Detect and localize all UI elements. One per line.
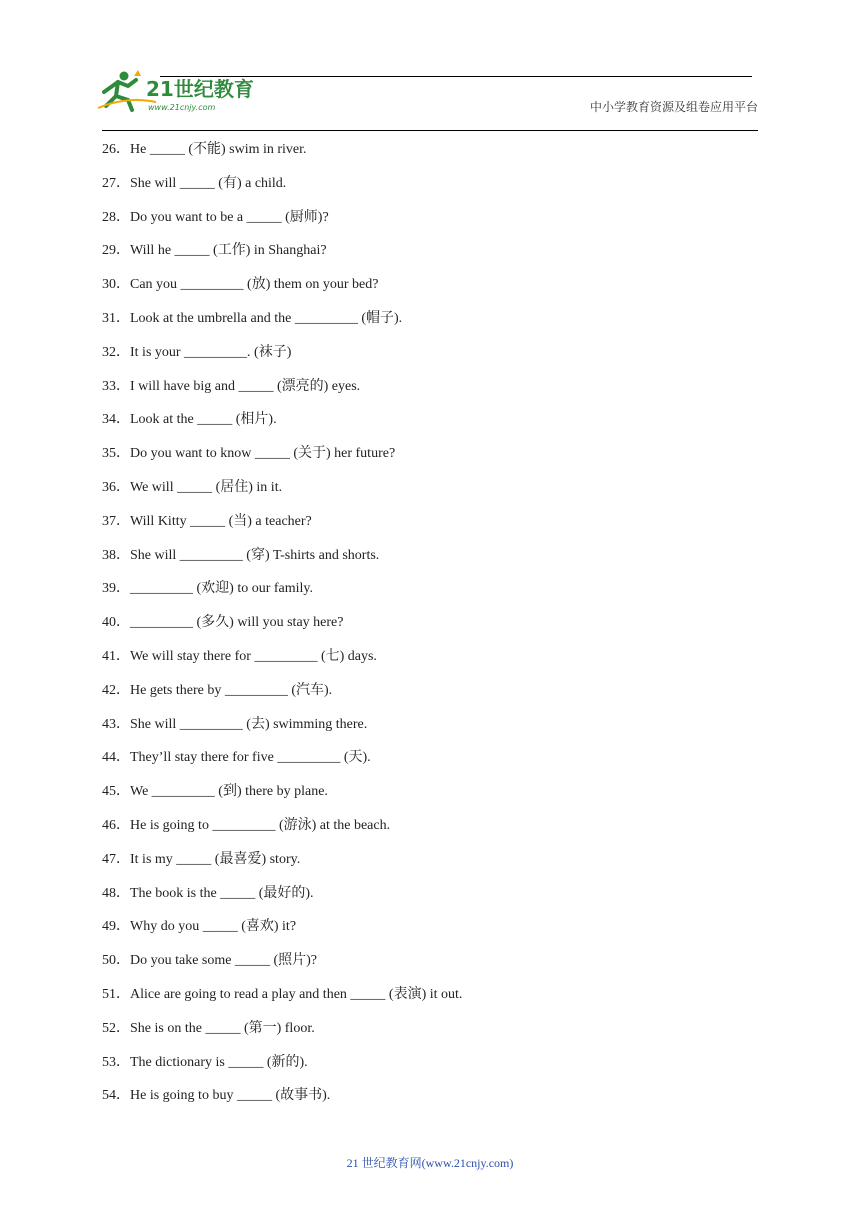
question-item: 39．_________ (欢迎) to our family. — [102, 581, 314, 597]
question-item: 28．Do you want to be a _____ (厨师)? — [102, 209, 329, 225]
header-slogan: 中小学教育资源及组卷应用平台 — [589, 100, 758, 114]
question-item: 34．Look at the _____ (相片). — [102, 412, 277, 428]
question-item: 31．Look at the umbrella and the _________ (帽子). — [102, 310, 403, 326]
logo-21cnjy — [96, 66, 266, 116]
question-item: 33．I will have big and _____ (漂亮的) eyes. — [102, 378, 361, 394]
question-item: 35．Do you want to know _____ (关于) her future? — [102, 446, 396, 462]
logo-text: 21世纪教育 — [146, 77, 254, 101]
page-footer: 21 世纪教育网(www.21cnjy.com) — [346, 1156, 514, 1170]
question-item: 49．Why do you _____ (喜欢) it? — [102, 919, 297, 935]
logo-url: www.21cnjy.com — [148, 103, 216, 112]
question-item: 48．The book is the _____ (最好的). — [102, 885, 314, 901]
question-item: 40．_________ (多久) will you stay here? — [102, 615, 344, 631]
question-item: 45．We _________ (到) there by plane. — [102, 784, 328, 800]
page-header — [0, 0, 860, 140]
question-item: 47．It is my _____ (最喜爱) story. — [102, 851, 301, 867]
question-item: 46．He is going to _________ (游泳) at the beach. — [102, 817, 391, 833]
question-item: 32．It is your _________. (袜子) — [102, 344, 292, 360]
question-item: 36．We will _____ (居住) in it. — [102, 479, 283, 495]
header-rule-bottom — [102, 130, 758, 131]
question-item: 44．They’ll stay there for five _________ (天). — [102, 750, 371, 766]
question-item: 51．Alice are going to read a play and then _____ (表演) it out. — [102, 986, 463, 1002]
question-item: 42．He gets there by _________ (汽车). — [102, 682, 333, 698]
question-item: 43．She will _________ (去) swimming there. — [102, 716, 368, 732]
question-item: 38．She will _________ (穿) T-shirts and shorts. — [102, 547, 380, 563]
question-item: 26．He _____ (不能) swim in river. — [102, 142, 307, 157]
question-item: 41．We will stay there for _________ (七) days. — [102, 648, 377, 664]
question-item: 53．The dictionary is _____ (新的). — [102, 1054, 308, 1070]
question-item: 37．Will Kitty _____ (当) a teacher? — [102, 513, 312, 529]
question-item: 54．He is going to buy _____ (故事书). — [102, 1088, 331, 1104]
question-list — [102, 141, 762, 1121]
question-item: 27．She will _____ (有) a child. — [102, 175, 287, 191]
question-item: 29．Will he _____ (工作) in Shanghai? — [102, 243, 327, 259]
question-item: 30．Can you _________ (放) them on your bed? — [102, 277, 379, 293]
question-item: 50．Do you take some _____ (照片)? — [102, 953, 318, 969]
question-item: 52．She is on the _____ (第一) floor. — [102, 1020, 315, 1036]
